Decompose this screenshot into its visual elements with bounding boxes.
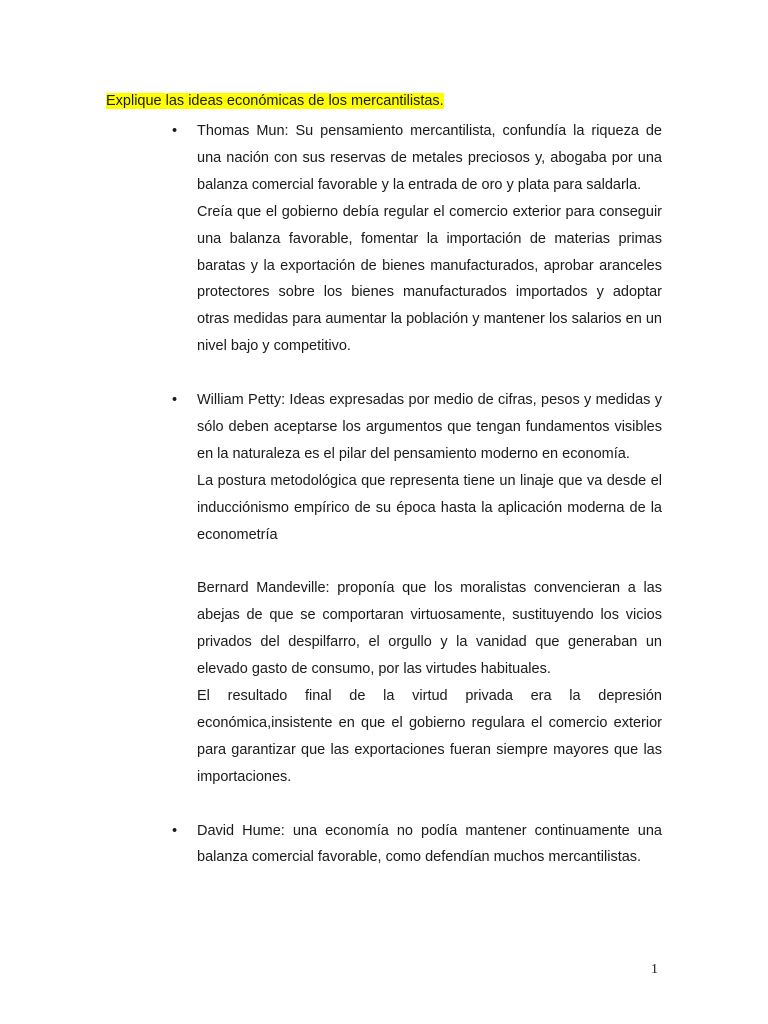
question-heading <box>106 90 444 112</box>
blank-line <box>172 791 662 818</box>
paragraph: David Hume: una economía no podía mantener continuamente una balanza comercial favorable, como defendían muchos mercantilistas. <box>197 822 662 866</box>
bullet-marker: • <box>172 392 178 409</box>
paragraph: Thomas Mun: Su pensamiento mercantilista, confundía la riqueza de una nación con sus reservas de metales preciosos y, abogaba por una balanza comercial favorable y la entrada de oro y plata para saldarla. <box>197 123 662 193</box>
paragraph: Creía que el gobierno debía regular el comercio exterior para conseguir una balanza favorable, fomentar la importación de materias primas baratas y la exportación de bienes manufacturados, aprobar aranceles protectores sobre los bienes manufacturados importados y adoptar otras medidas para aumentar la población y mantener los salarios en un nivel bajo y competitivo. <box>197 203 662 355</box>
paragraph: La postura metodológica que representa tiene un linaje que va desde el inducciónismo empírico de su época hasta la aplicación moderna de la econometría <box>197 472 662 543</box>
bullet-marker: • <box>172 822 178 839</box>
blank-line <box>172 548 662 575</box>
blank-line <box>172 360 662 387</box>
page-number: 1 <box>651 962 658 977</box>
item-bernard-mandeville <box>172 575 662 790</box>
bullet-item-thomas-mun <box>172 118 662 360</box>
paragraph: El resultado final de la virtud privada era la depresión económica,insistente en que el gobierno regulara el comercio exterior para garantizar que las exportaciones fueran siempre mayores que las importaciones. <box>197 688 662 785</box>
question-highlight: Explique las ideas económicas de los mercantilistas. <box>106 93 444 109</box>
answer-body <box>172 118 662 871</box>
bullet-item-william-petty <box>172 387 662 548</box>
bullet-marker: • <box>172 123 178 139</box>
paragraph: Bernard Mandeville: proponía que los moralistas convencieran a las abejas de que se comportaran virtuosamente, sustituyendo los vicios privados del despilfarro, el orgullo y la vanidad que generaban un elevado gasto de consumo, por las virtudes habituales. <box>197 580 662 678</box>
bullet-item-david-hume <box>172 818 662 872</box>
paragraph: William Petty: Ideas expresadas por medio de cifras, pesos y medidas y sólo deben aceptarse los argumentos que tengan fundamentos visibles en la naturaleza es el pilar del pensamiento moderno en economía. <box>197 392 662 462</box>
